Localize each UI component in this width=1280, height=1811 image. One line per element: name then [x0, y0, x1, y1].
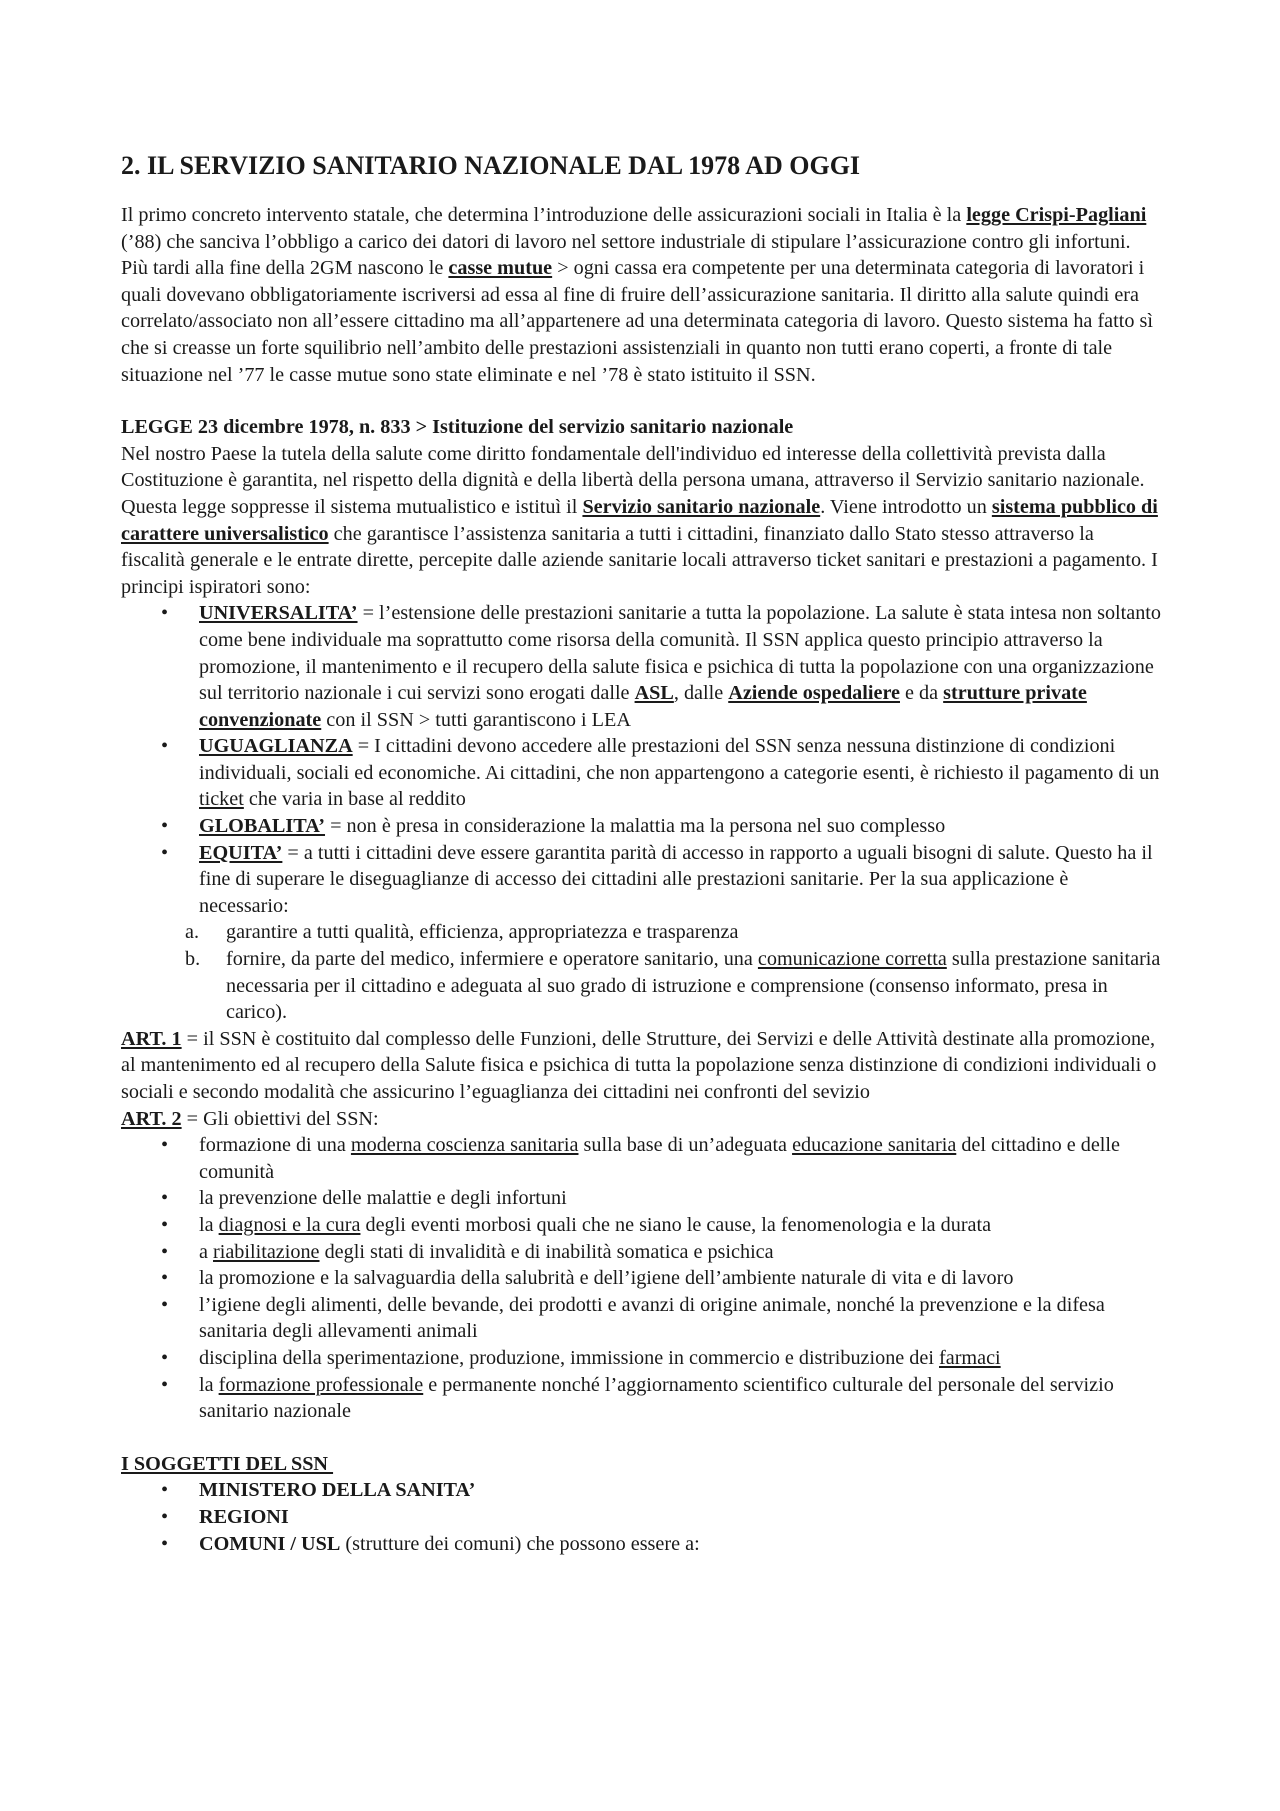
text: Più tardi alla fine della 2GM nascono le — [121, 257, 449, 280]
sistema-universalistico: sistema pubblico di carattere universalistico — [121, 495, 1158, 545]
document-page — [121, 150, 1161, 1557]
term: GLOBALITA’ — [199, 815, 326, 838]
list-item — [121, 1531, 1161, 1558]
text: che garantisce l’assistenza sanitaria a tutti i cittadini, finanziato dallo Stato stesso attraverso la fiscalità generale e le entrate dirette, percepite dalle aziende sanitarie locali attraverso ticket sanitari e prestazioni a pagamento. I principi ispiratori sono: — [121, 522, 1158, 598]
text: MINISTERO DELLA SANITA’ — [199, 1479, 476, 1502]
text: garantire a tutti qualità, efficienza, appropriatezza e trasparenza — [226, 921, 739, 944]
equita-item-a — [121, 919, 1161, 946]
list-item — [121, 1372, 1161, 1425]
principi-list — [121, 600, 1161, 919]
text: moderna coscienza sanitaria — [350, 1134, 579, 1157]
text: (’88) che sanciva l’obbligo a carico dei datori di lavoro nel settore industriale di stipulare l’assicurazione contro gli infortuni. — [121, 230, 1131, 253]
text: fornire, da parte del medico, infermiere e operatore sanitario, una — [226, 948, 758, 971]
text: disciplina della sperimentazione, produzione, immissione in commercio e distribuzione dei — [199, 1346, 940, 1369]
soggetti-heading: I SOGGETTI DEL SSN — [121, 1452, 334, 1475]
text: COMUNI / USL — [199, 1532, 341, 1555]
text: a — [199, 1240, 214, 1263]
spacer — [121, 1425, 1161, 1451]
soggetti-list — [121, 1477, 1161, 1557]
principio-uguaglianza — [121, 733, 1161, 813]
principio-globalita — [121, 813, 1161, 840]
list-item — [121, 1345, 1161, 1372]
list-item — [121, 1239, 1161, 1266]
legge-crispi-pagliani: legge Crispi-Pagliani — [966, 204, 1147, 226]
term: UGUAGLIANZA — [199, 735, 353, 758]
text: Il primo concreto intervento statale, che determina l’introduzione delle assicurazioni sociali in Italia è la — [121, 204, 967, 226]
servizio-sanitario-nazionale: Servizio sanitario nazionale — [582, 495, 821, 518]
text: con il SSN > tutti garantiscono i LEA — [321, 708, 631, 731]
art1-label: ART. 1 — [121, 1027, 182, 1050]
text: degli eventi morbosi quali che ne siano le cause, la fenomenologia e la durata — [360, 1213, 992, 1236]
art1-paragraph — [121, 1026, 1161, 1106]
text: l’igiene degli alimenti, delle bevande, dei prodotti e avanzi di origine animale, nonché la prevenzione e la difesa sanitaria degli allevamenti animali — [199, 1293, 1105, 1343]
term: UNIVERSALITA’ — [199, 602, 358, 625]
aziende-ospedaliere: Aziende ospedaliere — [728, 682, 900, 705]
intro-paragraph-2 — [121, 255, 1161, 388]
text: , dalle — [673, 682, 729, 705]
asl: ASL — [634, 682, 674, 705]
legge-paragraph — [121, 441, 1161, 601]
text: la — [199, 1213, 219, 1236]
text: formazione di una — [199, 1134, 351, 1157]
equita-sublist — [121, 919, 1161, 1025]
art2-label: ART. 2 — [121, 1107, 182, 1130]
intro-paragraph-1 — [121, 202, 1161, 255]
list-marker: a. — [185, 921, 200, 944]
text: del cittadino e delle comunità — [199, 1134, 1120, 1183]
list-marker: b. — [185, 948, 201, 971]
text: la — [199, 1373, 219, 1396]
text: REGIONI — [199, 1505, 289, 1528]
text: e permanente nonché l’aggiornamento scientifico culturale del personale del servizio sanitario nazionale — [199, 1373, 1114, 1423]
text: = non è presa in considerazione la malattia ma la persona nel suo complesso — [325, 815, 946, 838]
text: riabilitazione — [213, 1240, 320, 1263]
spacer — [121, 388, 1161, 414]
art2-paragraph — [121, 1106, 1161, 1133]
comunicazione-corretta: comunicazione corretta — [757, 948, 947, 971]
text: = I cittadini devono accedere alle prestazioni del SSN senza nessuna distinzione di condizioni individuali, sociali ed economiche. Ai cittadini, che non appartengono a categorie esenti, è richiesto il pagamento di un — [199, 735, 1160, 784]
text: la prevenzione delle malattie e degli infortuni — [199, 1187, 567, 1210]
text: (strutture dei comuni) che possono essere a: — [340, 1532, 700, 1555]
text: farmaci — [939, 1346, 1001, 1369]
page-title: 2. IL SERVIZIO SANITARIO NAZIONALE DAL 1978 AD OGGI — [121, 151, 861, 180]
term: EQUITA’ — [199, 841, 283, 864]
list-item — [121, 1504, 1161, 1531]
text: = l’estensione delle prestazioni sanitarie a tutta la popolazione. La salute è stata intesa non soltanto come bene individuale ma soprattutto come risorsa della comunità. Il SSN applica questo principio attraverso la promozione, il mantenimento e il recupero della salute fisica e psichica di tutta la popolazione con una organizzazione sul territorio nazionale i cui servizi sono erogati dalle — [199, 602, 1162, 705]
text: Nel nostro Paese la tutela della salute come diritto fondamentale dell'individuo ed interesse della collettività prevista dalla Costituzione è garantita, nel rispetto della dignità e della libertà della persona umana, attraverso il Servizio sanitario nazionale. Questa legge soppresse il sistema mutualistico e istituì il — [121, 442, 1145, 518]
text: sulla prestazione sanitaria necessaria per il cittadino e adeguata al suo grado di istruzione e comprensione (consenso informato, presa in carico). — [226, 948, 1161, 1024]
casse-mutue: casse mutue — [448, 257, 553, 280]
text: = il SSN è costituito dal complesso delle Funzioni, delle Strutture, dei Servizi e delle Attività destinate alla promozione, al mantenimento ed al recupero della Salute fisica e psichica di tutta la popolazione senza distinzione di condizioni individuali o sociali e secondo modalità che assicurino l’eguaglianza dei cittadini nei confronti del sevizio — [121, 1027, 1157, 1103]
strutture-private: strutture private convenzionate — [199, 682, 1087, 731]
list-item — [121, 1292, 1161, 1345]
list-item — [121, 1185, 1161, 1212]
list-item — [121, 1212, 1161, 1239]
principio-universalita — [121, 600, 1161, 733]
text: = Gli obiettivi del SSN: — [181, 1107, 379, 1130]
list-item — [121, 1477, 1161, 1504]
legge-heading: LEGGE 23 dicembre 1978, n. 833 > Istituzione del servizio sanitario nazionale — [121, 416, 794, 439]
text: = a tutti i cittadini deve essere garantita parità di accesso in rapporto a uguali bisogni di salute. Questo ha il fine di superare le diseguaglianze di accesso dei cittadini alle prestazioni sanitarie. Per la sua applicazione è necessario: — [199, 841, 1153, 917]
text: formazione professionale — [218, 1373, 424, 1396]
text: sulla base di un’adeguata — [578, 1134, 793, 1157]
text: degli stati di invalidità e di inabilità somatica e psichica — [319, 1240, 774, 1263]
text: diagnosi e la cura — [218, 1213, 361, 1236]
principio-equita — [121, 840, 1161, 920]
text: che varia in base al reddito — [243, 788, 466, 811]
list-item — [121, 1265, 1161, 1292]
equita-item-b — [121, 946, 1161, 1026]
text: . Viene introdotto un — [820, 495, 992, 518]
text: educazione sanitaria — [792, 1134, 957, 1157]
ticket: ticket — [199, 788, 244, 811]
text: e da — [900, 682, 944, 705]
text: la promozione e la salvaguardia della salubrità e dell’igiene dell’ambiente naturale di vita e di lavoro — [199, 1267, 1014, 1290]
obiettivi-list — [121, 1132, 1161, 1425]
list-item — [121, 1132, 1161, 1185]
text: > ogni cassa era competente per una determinata categoria di lavoratori i quali dovevano obbligatoriamente iscriversi ad essa al fine di fruire dell’assicurazione sanitaria. Il diritto alla salute quindi era correlato/associato non all’essere cittadino ma all’appartenere ad una determinata categoria di lavoro. Questo sistema ha fatto sì che si creasse un forte squilibrio nell’ambito delle prestazioni assistenziali in quanto non tutti erano coperti, a fronte di tale situazione nel ’77 le casse mutue sono state eliminate e nel ’78 è stato istituito il SSN. — [121, 257, 1153, 386]
